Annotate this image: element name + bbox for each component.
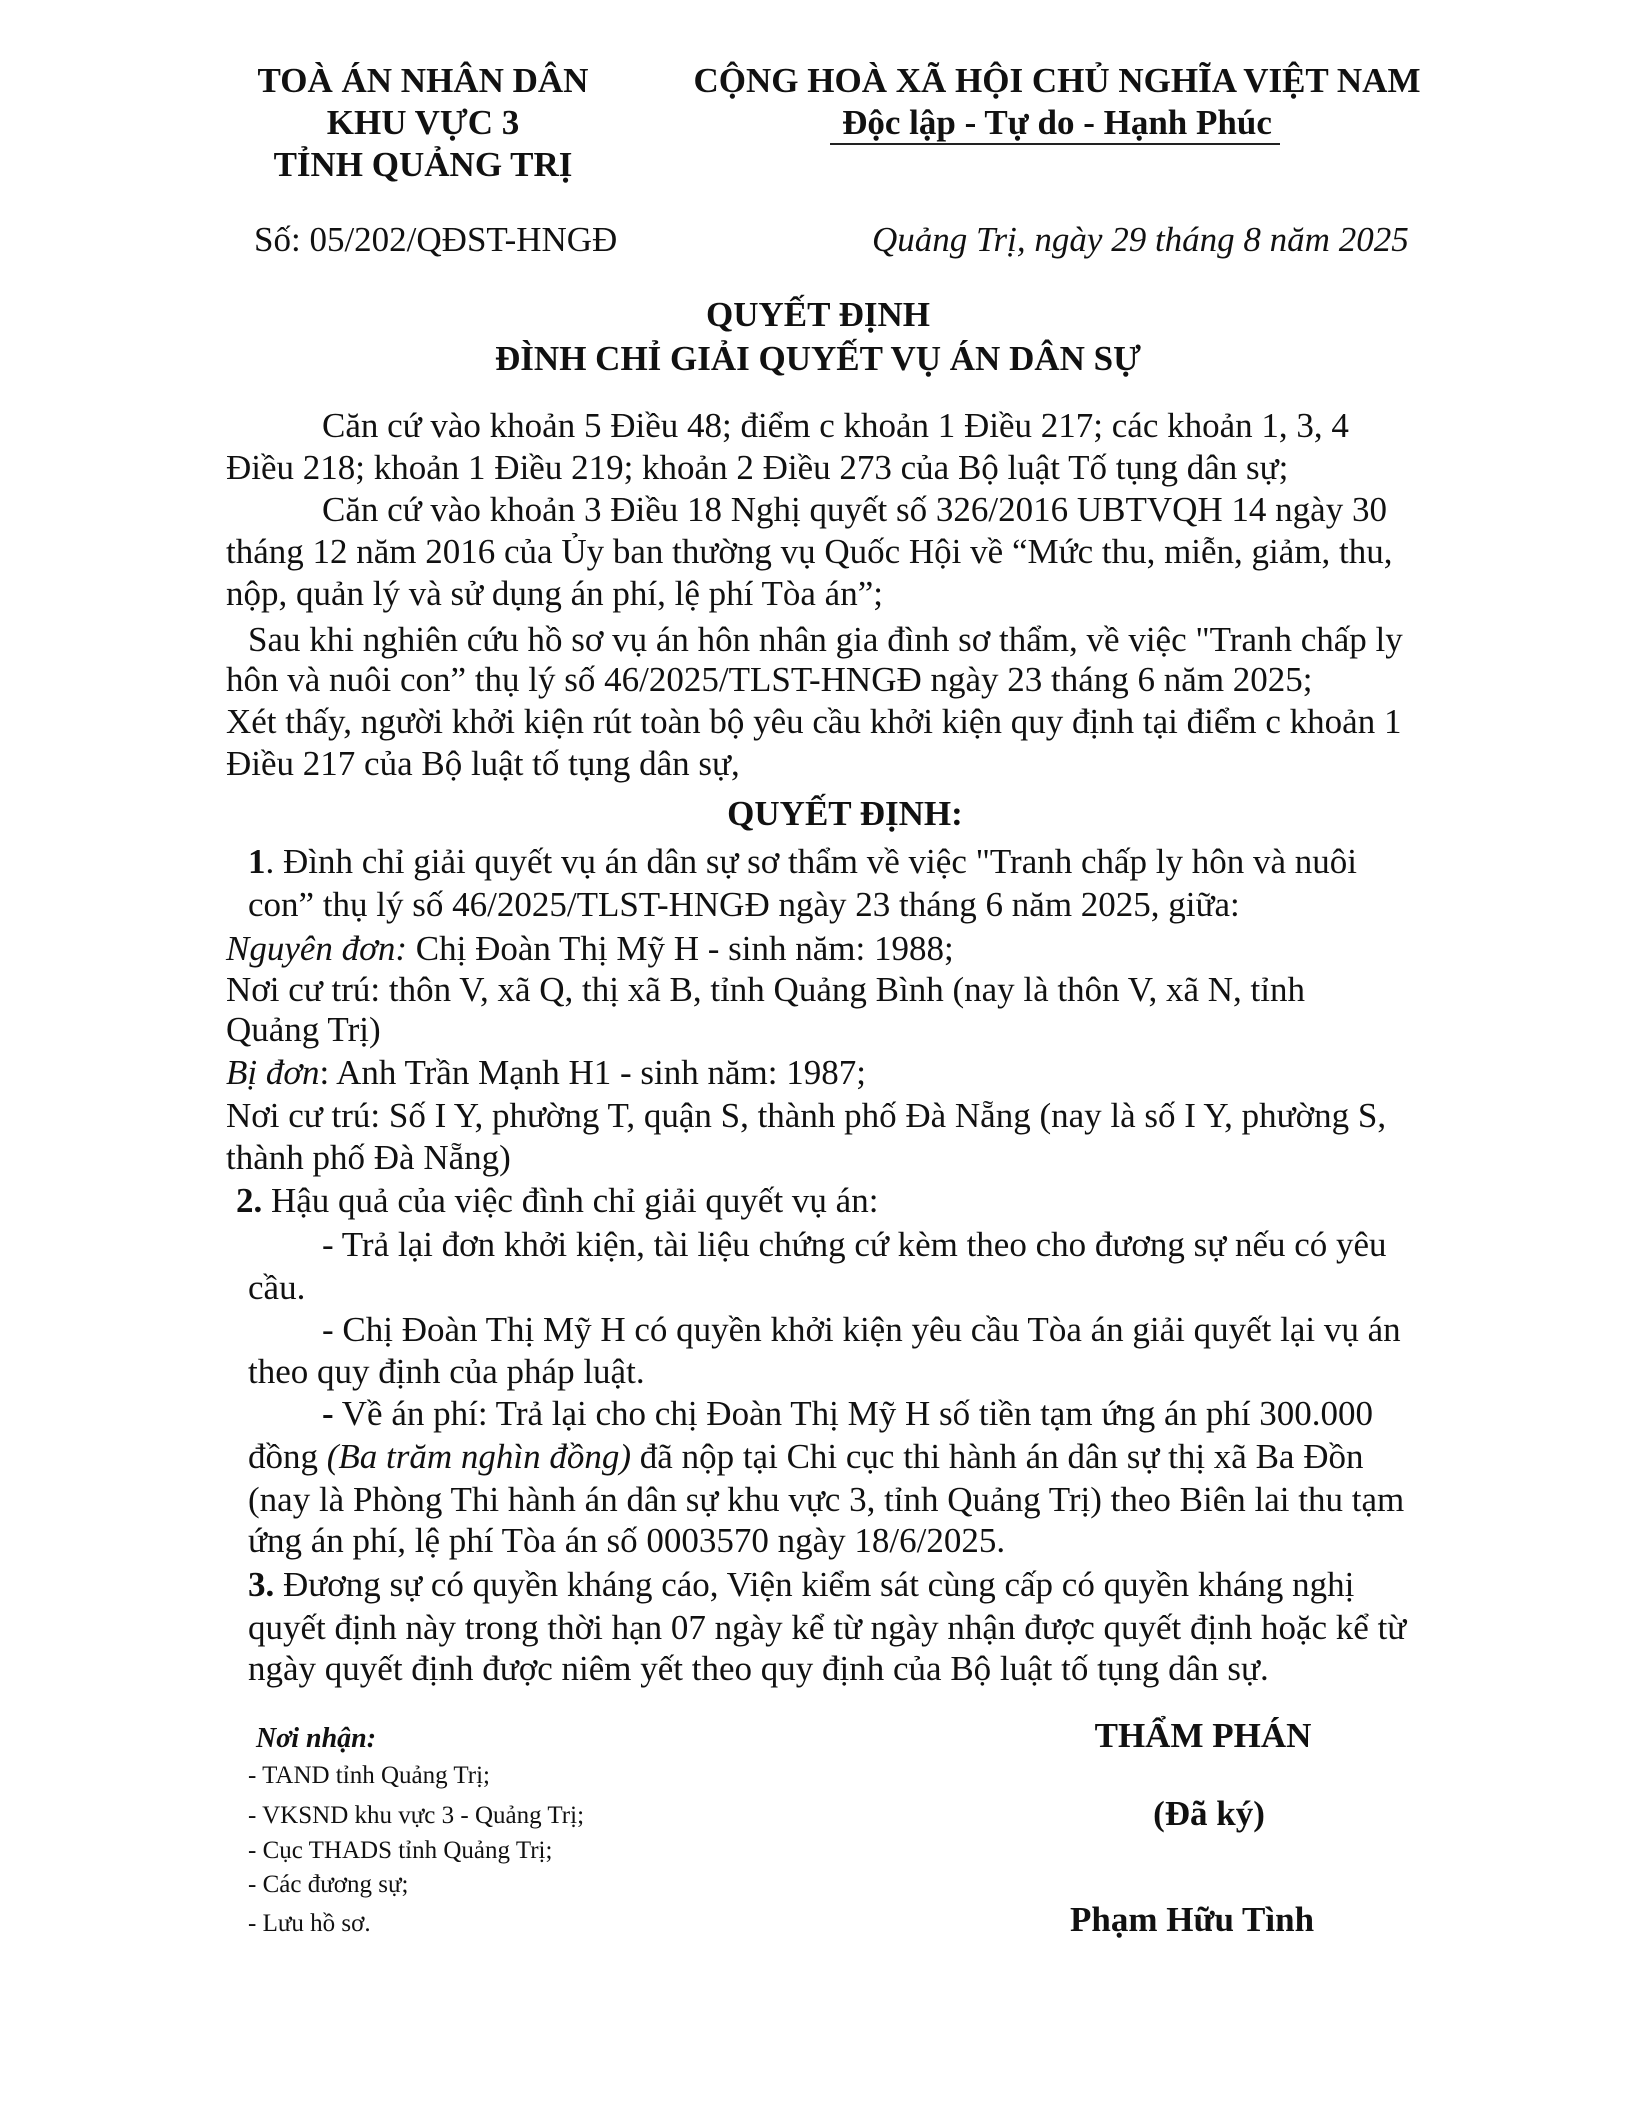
defendant-line (226, 1055, 866, 1090)
plaintiff-address-line2: Quảng Trị) (226, 1010, 381, 1049)
text: đã nộp tại Chi cục thi hành án dân sự thị xã Ba Đồn (631, 1437, 1364, 1476)
defendant-value: : Anh Trần Mạnh H1 - sinh năm: 1987; (319, 1053, 866, 1092)
text: Căn cứ vào khoản 5 Điều 48; điểm c khoản 1 Điều 217; các khoản 1, 3, 4 (322, 406, 1349, 445)
consequence-b-line1: - Chị Đoàn Thị Mỹ H có quyền khởi kiện yêu cầu Tòa án giải quyết lại vụ án (322, 1310, 1401, 1349)
court-region: KHU VỰC 3 (326, 103, 520, 142)
court-fee-text: Về án phí: Trả lại cho chị Đoàn Thị Mỹ H số tiền tạm ứng án phí 300.000 (333, 1394, 1374, 1433)
national-motto: Độc lập - Tự do - Hạnh Phúc (842, 103, 1272, 142)
court-fee-line4: ứng án phí, lệ phí Tòa án số 0003570 ngày 18/6/2025. (248, 1521, 1006, 1560)
consideration-line1: Xét thấy, người khởi kiện rút toàn bộ yêu cầu khởi kiện quy định tại điểm c khoản 1 (226, 702, 1402, 741)
legal-basis-2-line1: Căn cứ vào khoản 3 Điều 18 Nghị quyết số 326/2016 UBTVQH 14 ngày 30 (322, 490, 1387, 529)
section-1-line2: con” thụ lý số 46/2025/TLST-HNGĐ ngày 23 tháng 6 năm 2025, giữa: (248, 885, 1240, 924)
section-1-number: 1 (248, 842, 266, 881)
document-subtitle: ĐÌNH CHỈ GIẢI QUYẾT VỤ ÁN DÂN SỰ (495, 339, 1141, 378)
section-2-number: 2. (236, 1181, 263, 1220)
court-province: TỈNH QUẢNG TRỊ (273, 145, 573, 184)
section-3-text: Đương sự có quyền kháng cáo, Viện kiểm sát cùng cấp có quyền kháng nghị (274, 1565, 1355, 1604)
recipient-item: - Các đương sự; (248, 1871, 409, 1898)
signer-title: THẨM PHÁN (1094, 1716, 1312, 1755)
document-title: QUYẾT ĐỊNH (706, 295, 930, 334)
text: đồng (248, 1437, 327, 1476)
court-name: TOÀ ÁN NHÂN DÂN (257, 61, 589, 100)
plaintiff-label: Nguyên đơn: (226, 929, 407, 968)
document-number: Số: 05/202/QĐST-HNGĐ (254, 220, 618, 259)
nation-title: CỘNG HOÀ XÃ HỘI CHỦ NGHĨA VIỆT NAM (693, 61, 1421, 100)
court-fee-line1 (322, 1396, 1373, 1431)
section-3-number: 3. (248, 1565, 275, 1604)
legal-basis-2-line3: nộp, quản lý và sử dụng án phí, lệ phí Tòa án”; (226, 574, 883, 613)
recipient-item: - TAND tỉnh Quảng Trị; (248, 1762, 491, 1789)
recipient-item: - VKSND khu vực 3 - Quảng Trị; (248, 1802, 585, 1829)
court-fee-line3: (nay là Phòng Thi hành án dân sự khu vực 3, tỉnh Quảng Trị) theo Biên lai thu tạm (248, 1480, 1405, 1519)
court-fee-dash: - (322, 1394, 334, 1433)
section-3-line1 (248, 1567, 1354, 1602)
case-review-line1: Sau khi nghiên cứu hồ sơ vụ án hôn nhân gia đình sơ thẩm, về việc "Tranh chấp ly (248, 620, 1403, 659)
consequence-a-line2: cầu. (248, 1268, 306, 1307)
defendant-address-line2: thành phố Đà Nẵng) (226, 1138, 511, 1177)
consequence-b-line2: theo quy định của pháp luật. (248, 1352, 645, 1391)
signer-name: Phạm Hữu Tình (1069, 1900, 1315, 1939)
legal-basis-2-line2: tháng 12 năm 2016 của Ủy ban thường vụ Quốc Hội về “Mức thu, miễn, giảm, thu, (226, 532, 1393, 571)
consideration-line2: Điều 217 của Bộ luật tố tụng dân sự, (226, 744, 740, 783)
section-2-heading (236, 1183, 878, 1218)
plaintiff-line (226, 931, 954, 966)
section-2-title: Hậu quả của việc đình chỉ giải quyết vụ án: (262, 1181, 879, 1220)
place-and-date: Quảng Trị, ngày 29 tháng 8 năm 2025 (872, 220, 1409, 259)
consequence-a-line1: - Trả lại đơn khởi kiện, tài liệu chứng cứ kèm theo cho đương sự nếu có yêu (322, 1225, 1387, 1264)
section-3-line3: ngày quyết định được niêm yết theo quy định của Bộ luật tố tụng dân sự. (248, 1649, 1269, 1688)
section-1-line1 (248, 844, 1357, 879)
recipient-item: - Lưu hồ sơ. (248, 1910, 371, 1937)
recipients-label: Nơi nhận: (256, 1723, 377, 1754)
legal-basis-1-line1 (322, 408, 1476, 443)
section-3-line2: quyết định này trong thời hạn 07 ngày kể từ ngày nhận được quyết định hoặc kể từ (248, 1608, 1407, 1647)
plaintiff-address-line1: Nơi cư trú: thôn V, xã Q, thị xã B, tỉnh Quảng Bình (nay là thôn V, xã N, tỉnh (226, 970, 1306, 1009)
section-1-text: . Đình chỉ giải quyết vụ án dân sự sơ thẩm về việc "Tranh chấp ly hôn và nuôi (265, 842, 1358, 881)
legal-basis-1-line2: Điều 218; khoản 1 Điều 219; khoản 2 Điều 273 của Bộ luật Tố tụng dân sự; (226, 448, 1289, 487)
case-review-line2: hôn và nuôi con” thụ lý số 46/2025/TLST-HNGĐ ngày 23 tháng 6 năm 2025; (226, 660, 1313, 699)
signed-note: (Đã ký) (1153, 1794, 1265, 1833)
decision-heading: QUYẾT ĐỊNH: (727, 794, 963, 833)
motto-underline (830, 143, 1280, 145)
plaintiff-value: Chị Đoàn Thị Mỹ H - sinh năm: 1988; (407, 929, 954, 968)
amount-in-words: (Ba trăm nghìn đồng) (326, 1437, 632, 1476)
defendant-label: Bị đơn (226, 1053, 320, 1092)
court-fee-line2 (248, 1439, 1363, 1474)
defendant-address-line1: Nơi cư trú: Số I Y, phường T, quận S, thành phố Đà Nẵng (nay là số I Y, phường S, (226, 1096, 1387, 1135)
recipient-item: - Cục THADS tỉnh Quảng Trị; (248, 1837, 553, 1864)
